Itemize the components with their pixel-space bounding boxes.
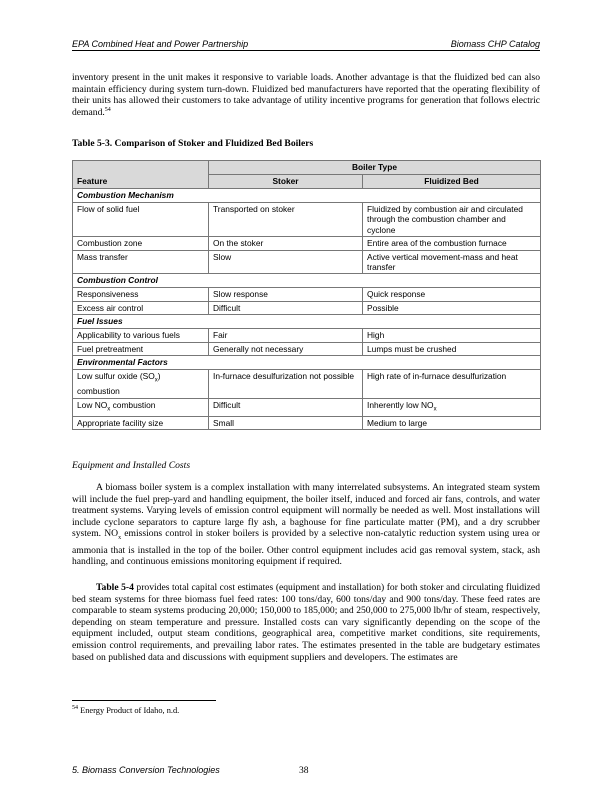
table-row: Low sulfur oxide $(SO_x)$ combustion In-furnace desulfurization not possible High rate of in-furnace desulfurization: [73, 370, 541, 398]
table-row: Fuel pretreatment Generally not necessary Lumps must be crushed: [73, 342, 541, 355]
running-header: [72, 38, 540, 50]
section-row: Combustion Mechanism: [73, 189, 541, 203]
section-subheading: Equipment and Installed Costs: [72, 460, 191, 471]
table-row: Combustion zone On the stoker Entire area of the combustion furnace: [73, 237, 541, 250]
table-row: Mass transfer Slow Active vertical movement-mass and heat transfer: [73, 250, 541, 274]
footnote-ref: 54: [104, 106, 111, 113]
table-row: Low $NO_x$ combustion Difficult Inherently low $NO_x$: [73, 398, 541, 416]
header-right: Biomass CHP Catalog: [450, 39, 540, 49]
table-row: Excess air control Difficult Possible: [73, 301, 541, 314]
header-left: EPA Combined Heat and Power Partnership: [72, 39, 249, 49]
section-row: Environmental Factors: [73, 356, 541, 370]
table-caption: Table 5-3. Comparison of Stoker and Fluidized Bed Boilers: [72, 138, 314, 149]
table-row: Applicability to various fuels Fair High: [73, 329, 541, 342]
intro-paragraph: inventory present in the unit makes it responsive to variable loads. Another advantage is that the fluidized bed can also maintain efficiency during system turn-down. Fluidized bed manufacturers have reported that the operating flexibility of their units has allowed their customers to take advantage of utility incentive programs for generation that follows electric demand.$^{54}$: [72, 72, 540, 118]
section-row: Fuel Issues: [73, 315, 541, 329]
footnote-rule: [72, 700, 216, 701]
comparison-table: [72, 160, 541, 430]
page-number: 38: [299, 765, 309, 776]
table-reference: Table 5-4: [96, 582, 134, 593]
fluidized-bed-header: Fluidized Bed: [363, 175, 541, 189]
stoker-header: Stoker: [209, 175, 363, 189]
table-row: Responsiveness Slow response Quick response: [73, 288, 541, 301]
body-paragraph: Table 5-4 provides total capital cost estimates (equipment and installation) for both stoker and circulating fluidized bed steam systems for three biomass fuel feed rates: 100 tons/day, 600 tons/day and 900 tons/day. These feed rates are comparable to steam systems producing 20,000; 150,000 to 185,000; and 250,000 to 275,000 lb/hr of steam, respectively, depending on steam temperature and pressure. Installed costs can vary significantly depending on the scope of the equipment included, output steam conditions, geographical area, competitive market conditions, site requirements, emission control requirements, and prevailing labor rates. The estimates presented in the table are budgetary estimates based on published data and discussions with equipment suppliers and developers. The estimates are: [72, 582, 540, 663]
section-row: Combustion Control: [73, 274, 541, 288]
table-row: Flow of solid fuel Transported on stoker Fluidized by combustion air and circulated through the combustion chamber and cyclone: [73, 203, 541, 237]
feature-header: Feature: [73, 175, 209, 189]
footer-section: 5. Biomass Conversion Technologies: [72, 765, 220, 775]
footnote: $^{54}$ Energy Product of Idaho, n.d.: [72, 705, 180, 715]
table-header-row: [73, 161, 541, 175]
table-header-row: [73, 175, 541, 189]
table-row: Appropriate facility size Small Medium to large: [73, 416, 541, 429]
boiler-type-header: Boiler Type: [209, 161, 541, 175]
body-paragraph: A biomass boiler system is a complex installation with many interrelated subsystems. An integrated steam system will include the fuel prep-yard and handling equipment, the boiler itself, induced and forced air fans, controls, and water treatment systems. Varying levels of emission control equipment will normally be needed as well. Most installations will include cyclone separators to capture large fly ash, a baghouse for fine particulate matter (PM), and a dry scrubber system. $NO_x$ emissions control in stoker boilers is provided by a selective non-catalytic reduction system using urea or ammonia that is installed in the top of the boiler. Other control equipment includes acid gas removal system, stack, ash handling, and continuous emissions monitoring equipment if required.: [72, 482, 540, 568]
header-rule: [72, 50, 540, 51]
